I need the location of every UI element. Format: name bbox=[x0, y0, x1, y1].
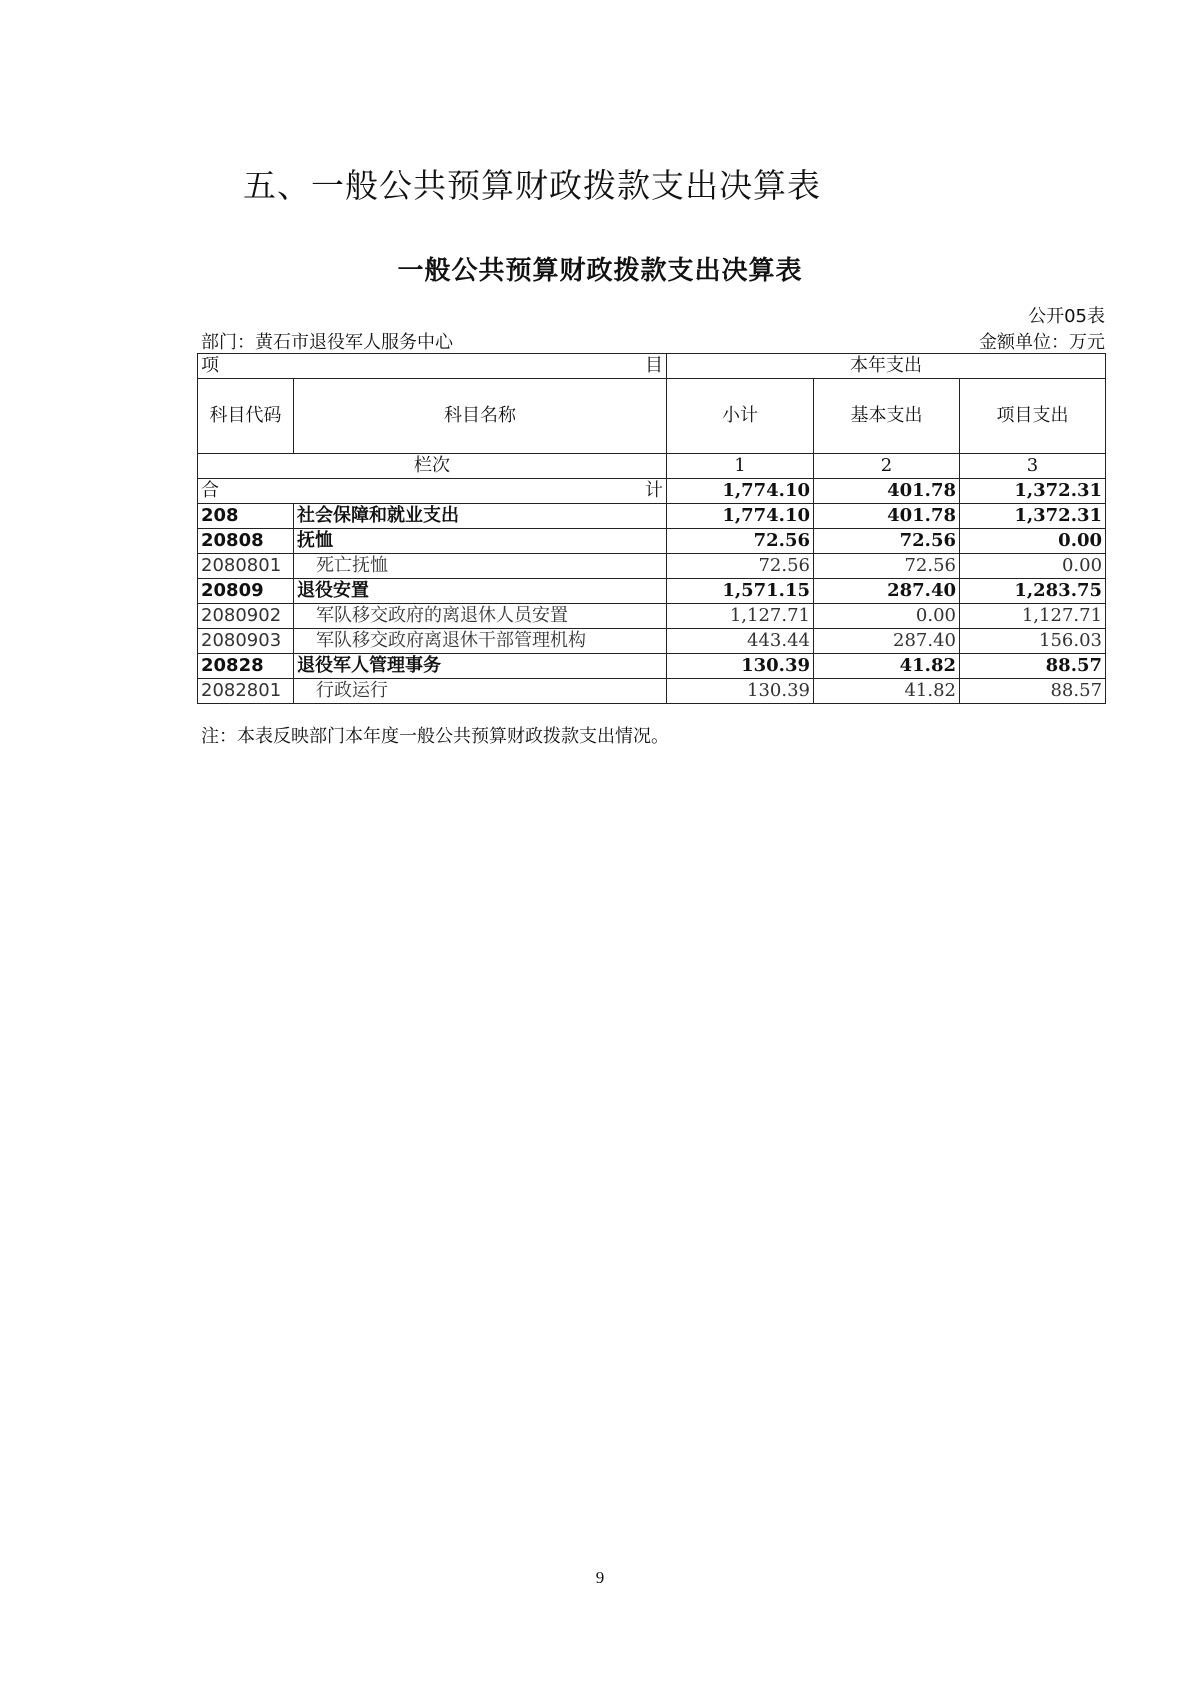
code-header: 科目代码 bbox=[198, 379, 294, 454]
row-name: 行政运行 bbox=[294, 679, 667, 704]
table-row bbox=[198, 679, 1106, 704]
table-row bbox=[198, 554, 1106, 579]
row-code: 2082801 bbox=[198, 679, 294, 704]
row-basic: 0.00 bbox=[814, 604, 960, 629]
row-subtotal: 130.39 bbox=[667, 679, 814, 704]
row-name: 军队移交政府离退休干部管理机构 bbox=[294, 629, 667, 654]
row-code: 2080902 bbox=[198, 604, 294, 629]
table-row bbox=[198, 504, 1106, 529]
row-subtotal: 72.56 bbox=[667, 529, 814, 554]
row-name: 退役安置 bbox=[294, 579, 667, 604]
row-code: 20809 bbox=[198, 579, 294, 604]
total-subtotal: 1,774.10 bbox=[667, 479, 814, 504]
row-code: 2080801 bbox=[198, 554, 294, 579]
column-order-row bbox=[198, 454, 1106, 479]
basic-header: 基本支出 bbox=[814, 379, 960, 454]
item-header-cell bbox=[198, 354, 667, 379]
row-basic: 41.82 bbox=[814, 654, 960, 679]
row-name: 死亡抚恤 bbox=[294, 554, 667, 579]
table-row bbox=[198, 579, 1106, 604]
row-subtotal: 130.39 bbox=[667, 654, 814, 679]
table-title: 一般公共预算财政拨款支出决算表 bbox=[397, 256, 803, 286]
total-label-left: 合 bbox=[201, 480, 219, 501]
subtotal-header: 小计 bbox=[667, 379, 814, 454]
amount-unit-label: 金额单位：万元 bbox=[979, 332, 1105, 353]
item-header-right: 目 bbox=[645, 355, 663, 376]
column-order-label: 栏次 bbox=[198, 454, 667, 479]
total-project: 1,372.31 bbox=[960, 479, 1106, 504]
row-subtotal: 1,571.15 bbox=[667, 579, 814, 604]
row-basic: 287.40 bbox=[814, 629, 960, 654]
row-project: 156.03 bbox=[960, 629, 1106, 654]
row-code: 208 bbox=[198, 504, 294, 529]
table-row bbox=[198, 654, 1106, 679]
current-year-header: 本年支出 bbox=[667, 354, 1106, 379]
section-title: 五、一般公共预算财政拨款支出决算表 bbox=[243, 166, 821, 205]
row-basic: 72.56 bbox=[814, 554, 960, 579]
total-row bbox=[198, 479, 1106, 504]
row-name: 社会保障和就业支出 bbox=[294, 504, 667, 529]
row-basic: 287.40 bbox=[814, 579, 960, 604]
item-header-left: 项 bbox=[201, 355, 219, 376]
row-name: 抚恤 bbox=[294, 529, 667, 554]
row-project: 88.57 bbox=[960, 679, 1106, 704]
row-project: 1,372.31 bbox=[960, 504, 1106, 529]
column-order-1: 1 bbox=[667, 454, 814, 479]
total-label-right: 计 bbox=[645, 480, 663, 501]
header-row-columns bbox=[198, 379, 1106, 454]
department-label: 部门：黄石市退役军人服务中心 bbox=[201, 332, 453, 353]
row-name: 退役军人管理事务 bbox=[294, 654, 667, 679]
row-name: 军队移交政府的离退休人员安置 bbox=[294, 604, 667, 629]
row-project: 0.00 bbox=[960, 529, 1106, 554]
row-project: 88.57 bbox=[960, 654, 1106, 679]
table-row bbox=[198, 529, 1106, 554]
row-subtotal: 72.56 bbox=[667, 554, 814, 579]
total-label-cell bbox=[198, 479, 667, 504]
project-header: 项目支出 bbox=[960, 379, 1106, 454]
row-project: 1,127.71 bbox=[960, 604, 1106, 629]
row-subtotal: 443.44 bbox=[667, 629, 814, 654]
row-basic: 41.82 bbox=[814, 679, 960, 704]
table-row bbox=[198, 629, 1106, 654]
table-note: 注：本表反映部门本年度一般公共预算财政拨款支出情况。 bbox=[201, 726, 669, 747]
row-subtotal: 1,774.10 bbox=[667, 504, 814, 529]
form-number: 公开05表 bbox=[1028, 306, 1105, 327]
total-basic: 401.78 bbox=[814, 479, 960, 504]
row-basic: 72.56 bbox=[814, 529, 960, 554]
row-subtotal: 1,127.71 bbox=[667, 604, 814, 629]
column-order-3: 3 bbox=[960, 454, 1106, 479]
header-row-item bbox=[198, 354, 1106, 379]
expenditure-table bbox=[197, 353, 1106, 704]
column-order-2: 2 bbox=[814, 454, 960, 479]
row-project: 1,283.75 bbox=[960, 579, 1106, 604]
page-number: 9 bbox=[595, 1568, 605, 1587]
table-row bbox=[198, 604, 1106, 629]
row-code: 20808 bbox=[198, 529, 294, 554]
row-code: 20828 bbox=[198, 654, 294, 679]
name-header: 科目名称 bbox=[294, 379, 667, 454]
row-project: 0.00 bbox=[960, 554, 1106, 579]
row-code: 2080903 bbox=[198, 629, 294, 654]
row-basic: 401.78 bbox=[814, 504, 960, 529]
